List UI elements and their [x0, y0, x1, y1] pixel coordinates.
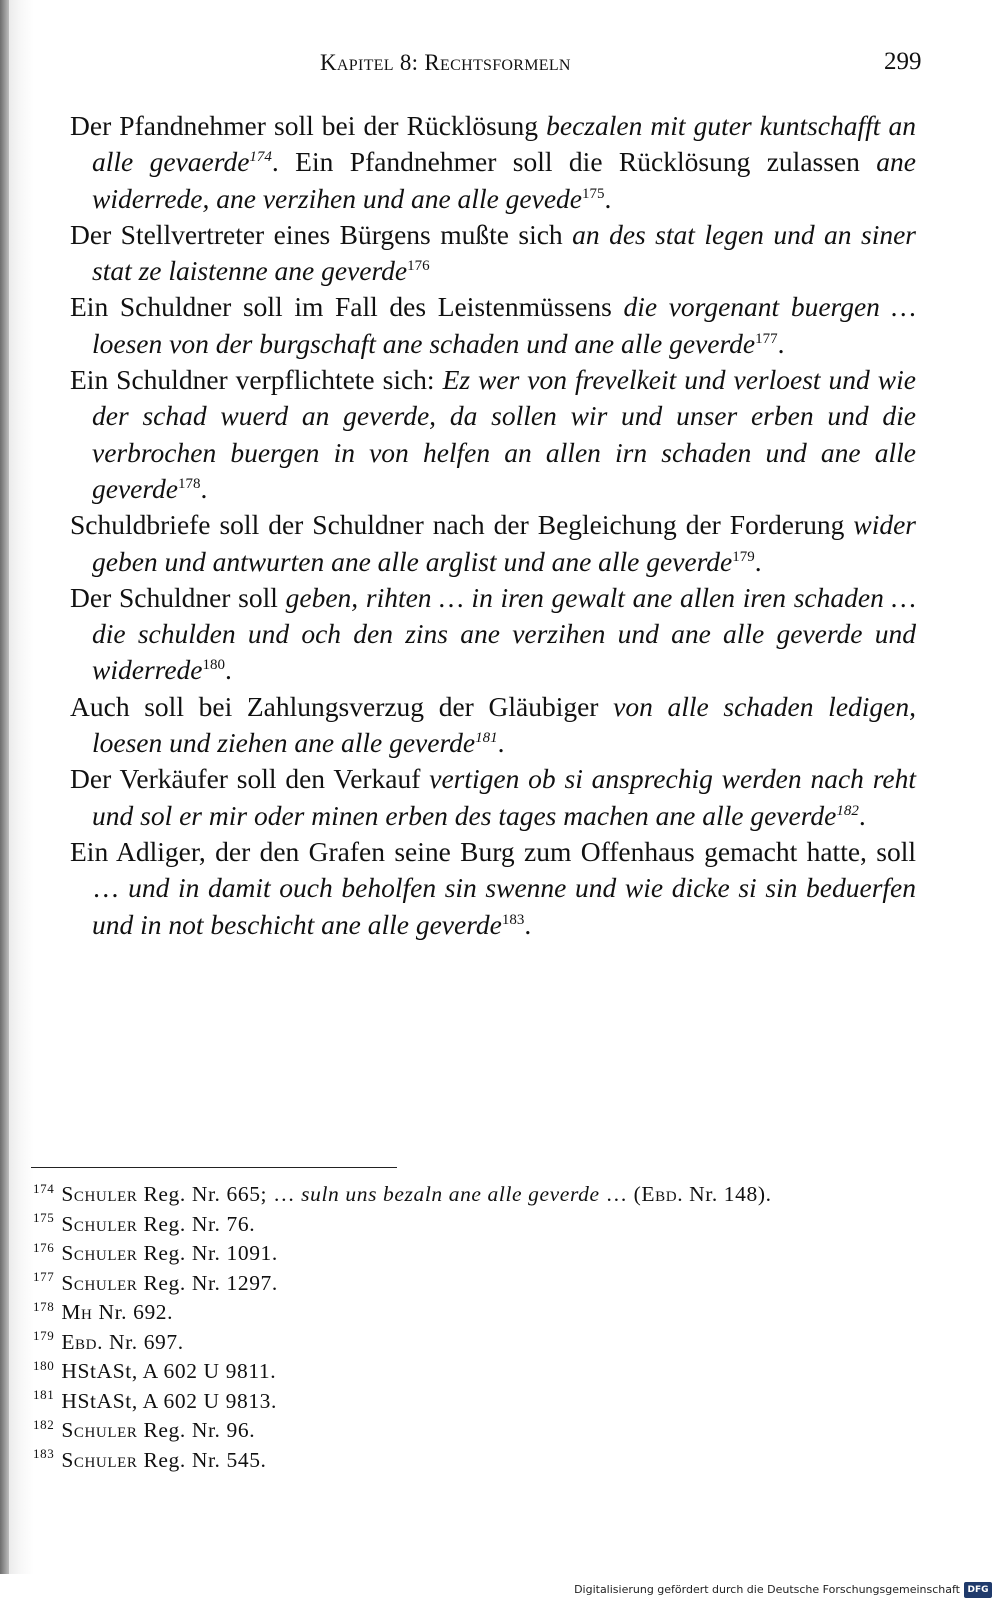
body-text-run: Ein Schuldner soll im Fall des Leistenmüssens	[70, 291, 624, 323]
footnote-ref: 182	[836, 802, 859, 819]
footnote-text: Reg. Nr. 1091.	[137, 1241, 278, 1265]
footnote-text: Schuler	[61, 1211, 138, 1236]
footnote-text: suln uns bezaln ane alle geverde	[301, 1182, 600, 1206]
body-text-run: Ein Schuldner verpflichtete sich:	[70, 364, 443, 396]
footnote-text: Schuler	[61, 1418, 138, 1442]
paragraph	[70, 289, 916, 362]
footnote-item	[33, 1387, 913, 1417]
footnote-ref: 180	[202, 657, 225, 674]
footer-bar	[0, 1574, 1000, 1604]
footnote-text: HStASt, A 602 U 9811.	[61, 1359, 277, 1383]
quoted-source-text: und in damit ouch beholfen sin swenne und wie dicke si sin beduerfen und in not beschicht ane alle geverde	[92, 872, 917, 940]
quoted-source-text: wider geben und antwurten ane alle arglist und ane alle geverde	[92, 509, 916, 577]
paragraph	[70, 689, 916, 762]
footnote-text: Nr. 692.	[92, 1300, 174, 1324]
footnote-number: 179	[33, 1328, 55, 1344]
body-text-run: Der Pfandnehmer soll bei der Rücklösung	[70, 110, 547, 141]
footnote-number: 176	[33, 1239, 55, 1255]
footnote-ref: 177	[755, 330, 778, 347]
footnote-item	[33, 1180, 913, 1210]
body-text-run: .	[200, 472, 208, 504]
body-text-run: .	[524, 908, 532, 940]
body-text-run: Der Verkäufer soll den Verkauf	[70, 763, 430, 795]
footnote-number: 175	[33, 1210, 55, 1226]
footnote-item	[33, 1357, 913, 1387]
footnote-item	[33, 1210, 913, 1240]
quoted-source-text: an des stat legen und an siner stat ze laistenne ane geverde	[92, 218, 916, 287]
footnote-number: 182	[33, 1416, 55, 1432]
quoted-source-text: die vorgenant buergen … loesen von der burgschaft ane schaden und ane alle geverde	[92, 291, 916, 359]
footnote-separator	[31, 1167, 397, 1168]
footnote-number: 180	[33, 1357, 55, 1373]
body-text-run: . Ein Pfandnehmer soll die Rücklösung zulassen	[271, 146, 877, 178]
quoted-source-text: Ez wer von frevelkeit und verloest und wie der schad wuerd an geverde, da sollen wir und unser erben und die verbrochen buergen in von helfen an allen irn schaden und ane alle geverde	[92, 364, 916, 504]
body-text-run: .	[604, 182, 612, 214]
body-text-run: Der Schuldner soll	[70, 581, 286, 613]
footnote-item	[33, 1269, 913, 1299]
quoted-source-text: von alle schaden ledigen, loesen und ziehen ane alle geverde	[92, 690, 916, 759]
footnote-number: 177	[33, 1269, 55, 1285]
quoted-source-text: vertigen ob si ansprechig werden nach reht und sol er mir oder minen erben des tages machen ane alle geverde	[92, 763, 917, 831]
body-text-run: .	[224, 654, 232, 686]
footnote-item	[33, 1416, 913, 1446]
paragraph	[70, 108, 916, 217]
footnote-ref: 175	[582, 185, 605, 202]
footnote-item	[33, 1328, 913, 1358]
footnote-item	[33, 1446, 913, 1476]
footnote-text: Ebd	[61, 1329, 98, 1354]
body-text-run: Ein Adliger, der den Grafen seine Burg zum Offenhaus gemacht hatte, soll …	[70, 835, 916, 904]
paragraph	[70, 507, 916, 580]
footnote-text: Reg. Nr. 76.	[137, 1211, 256, 1236]
footnote-ref: 183	[501, 911, 525, 928]
footnote-text: … (	[599, 1182, 642, 1206]
footnote-text: Reg. Nr. 96.	[137, 1418, 256, 1442]
paragraph	[70, 834, 916, 943]
body-text-run: Der Stellvertreter eines Bürgens mußte sich	[70, 218, 573, 250]
footnote-item	[33, 1298, 913, 1328]
body-text-run: .	[777, 327, 785, 359]
footnote-text: Reg. Nr. 545.	[137, 1447, 267, 1472]
footnote-text: Schuler	[61, 1241, 138, 1265]
footnote-ref: 174	[249, 149, 272, 166]
quoted-source-text: geben, rihten … in iren gewalt ane allen iren schaden … die schulden und och den zins ane verzihen und ane alle geverde und widerrede	[92, 581, 916, 686]
body-text-run: .	[497, 727, 505, 759]
paragraph	[70, 362, 916, 507]
footnote-text: Reg. Nr. 665; …	[137, 1182, 302, 1206]
paragraph	[70, 217, 916, 290]
footnote-number: 174	[33, 1180, 55, 1196]
body-text-run: .	[754, 545, 762, 577]
quoted-source-text: beczalen mit guter kuntschafft an alle gevaerde	[92, 110, 916, 178]
footnote-text: . Nr. 697.	[97, 1329, 184, 1354]
footnote-text: Ebd	[641, 1182, 678, 1206]
paragraph	[70, 580, 916, 689]
footnote-text: Schuler	[61, 1182, 138, 1206]
footnote-ref: 176	[407, 258, 430, 275]
footnote-ref: 181	[475, 729, 498, 746]
footnote-text: . Nr. 148).	[677, 1182, 772, 1206]
paragraph	[70, 761, 916, 834]
running-header-title: Kapitel 8: Rechtsformeln	[320, 50, 571, 75]
page-number: 299	[884, 48, 922, 75]
footnote-text: Schuler	[61, 1270, 138, 1295]
footnote-number: 178	[33, 1298, 55, 1314]
footnote-item	[33, 1239, 913, 1269]
body-text-run: Schuldbriefe soll der Schuldner nach der Begleichung der Forderung	[70, 509, 854, 541]
footnote-number: 183	[33, 1446, 55, 1462]
footnote-number: 181	[33, 1387, 55, 1403]
footnote-text: Reg. Nr. 1297.	[137, 1270, 278, 1295]
funding-credit: Digitalisierung gefördert durch die Deutsche Forschungsgemeinschaft	[574, 1583, 960, 1596]
footnote-text: Mh	[61, 1300, 93, 1324]
dfg-logo: DFG	[964, 1582, 992, 1598]
quoted-source-text: ane widerrede, ane verzihen und ane alle gevede	[92, 146, 917, 214]
main-text	[70, 108, 916, 943]
footnotes	[33, 1180, 913, 1475]
footnote-ref: 179	[732, 548, 755, 565]
footnote-text: HStASt, A 602 U 9813.	[61, 1388, 278, 1413]
page-spine-shadow	[0, 0, 9, 1604]
body-text-run: .	[858, 799, 866, 831]
footnote-ref: 178	[178, 475, 201, 492]
footnote-text: Schuler	[61, 1447, 138, 1472]
body-text-run: Auch soll bei Zahlungsverzug der Gläubiger	[70, 690, 614, 722]
